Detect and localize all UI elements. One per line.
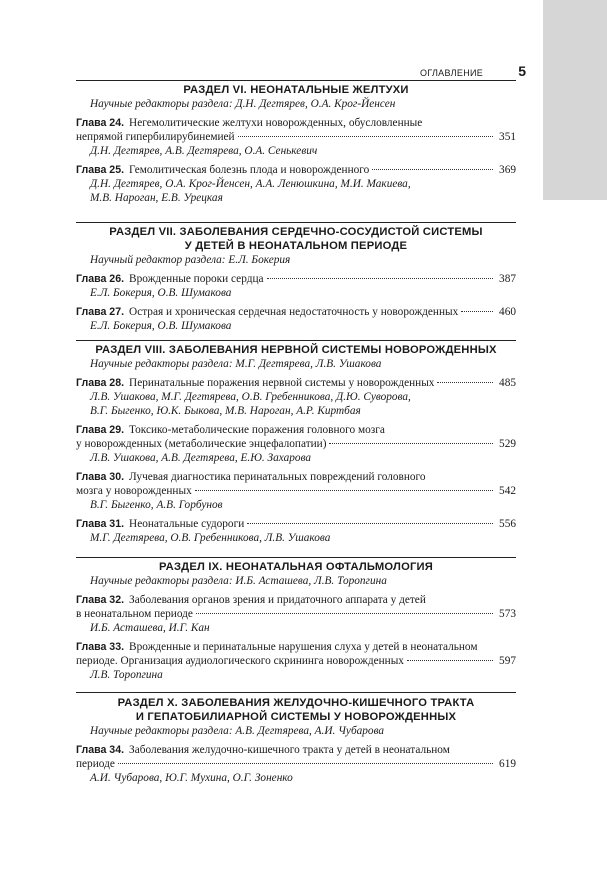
chapter-page-number: 485 — [499, 377, 516, 389]
chapter-title-line — [76, 376, 516, 390]
chapter-authors: Л.В. Ушакова, М.Г. Дегтярева, О.В. Гребенникова, Д.Ю. Суворова, — [90, 391, 411, 403]
chapter-label: Глава 28. — [76, 377, 125, 389]
chapter-page-number: 542 — [499, 485, 516, 497]
chapter-label: Глава 24. — [76, 117, 125, 129]
chapter-title: Токсико-метаболические поражения головного мозга — [129, 424, 385, 436]
section-title: У ДЕТЕЙ В НЕОНАТАЛЬНОМ ПЕРИОДЕ — [184, 240, 408, 252]
chapter-authors: М.В. Нароган, Е.В. Урецкая — [90, 192, 223, 204]
section-title: И ГЕПАТОБИЛИАРНОЙ СИСТЕМЫ У НОВОРОЖДЕННЫХ — [135, 711, 457, 723]
section-divider — [76, 222, 516, 223]
section-editors: Научный редактор раздела: Е.Л. Бокерия — [90, 254, 291, 266]
chapter-title-line — [76, 470, 516, 484]
toc-section — [76, 83, 516, 205]
chapter-label: Глава 31. — [76, 518, 125, 530]
chapter-label: Глава 27. — [76, 306, 125, 318]
dot-leader — [372, 169, 493, 170]
chapter-page-number: 556 — [499, 518, 516, 530]
side-thumb-tab — [543, 0, 607, 200]
toc-section — [76, 225, 516, 333]
chapter-title: Острая и хроническая сердечная недостаточность у новорожденных — [129, 306, 459, 318]
dot-leader — [437, 382, 493, 383]
chapter-label: Глава 25. — [76, 164, 125, 176]
chapter-authors: Л.В. Торопгина — [90, 669, 163, 681]
dot-leader — [267, 278, 493, 279]
chapter-title: Лучевая диагностика перинатальных повреждений головного — [129, 471, 426, 483]
dot-leader — [196, 613, 493, 614]
section-editors: Научные редакторы раздела: Д.Н. Дегтярев, О.А. Крог-Йенсен — [90, 98, 396, 110]
section-title: РАЗДЕЛ IX. НЕОНАТАЛЬНАЯ ОФТАЛЬМОЛОГИЯ — [158, 561, 434, 573]
chapter-title: у новорожденных (метаболические энцефалопатии) — [76, 438, 327, 450]
toc-section — [76, 696, 516, 785]
chapter-page-number: 351 — [499, 131, 516, 143]
chapter-title: Врожденные пороки сердца — [129, 273, 264, 285]
chapter-title: Заболевания органов зрения и придаточного аппарата у детей — [129, 594, 426, 606]
chapter-page-number: 573 — [499, 608, 516, 620]
chapter-title: периоде. Организация аудиологического скрининга новорожденных — [76, 655, 404, 667]
chapter-authors: Д.Н. Дегтярев, А.В. Дегтярева, О.А. Сенькевич — [90, 145, 318, 157]
section-editors: Научные редакторы раздела: М.Г. Дегтярева, Л.В. Ушакова — [90, 358, 382, 370]
chapter-title-line — [76, 654, 516, 668]
section-title: РАЗДЕЛ VII. ЗАБОЛЕВАНИЯ СЕРДЕЧНО-СОСУДИСТОЙ СИСТЕМЫ — [109, 226, 483, 238]
chapter-label: Глава 34. — [76, 744, 125, 756]
toc-section — [76, 343, 516, 545]
toc-entry[interactable] — [76, 593, 516, 635]
section-divider — [76, 557, 516, 558]
chapter-page-number: 597 — [499, 655, 516, 667]
chapter-title: Неонатальные судороги — [129, 518, 245, 530]
section-divider — [76, 340, 516, 341]
toc-entry[interactable] — [76, 470, 516, 512]
chapter-title: Заболевания желудочно-кишечного тракта у детей в неонатальном — [129, 744, 450, 756]
chapter-title: непрямой гипербилирубинемией — [76, 131, 235, 143]
chapter-label: Глава 29. — [76, 424, 125, 436]
chapter-page-number: 460 — [499, 306, 516, 318]
chapter-label: Глава 32. — [76, 594, 125, 606]
chapter-label: Глава 26. — [76, 273, 125, 285]
chapter-title-line — [76, 116, 516, 130]
chapter-title: Перинатальные поражения нервной системы у новорожденных — [129, 377, 435, 389]
toc-entry[interactable] — [76, 517, 516, 545]
chapter-label: Глава 33. — [76, 641, 125, 653]
chapter-page-number: 369 — [499, 164, 516, 176]
chapter-title: в неонатальном периоде — [76, 608, 193, 620]
dot-leader — [407, 660, 493, 661]
chapter-authors: М.Г. Дегтярева, О.В. Гребенникова, Л.В. Ушакова — [90, 532, 331, 544]
toc-entry[interactable] — [76, 640, 516, 682]
chapter-authors: Д.Н. Дегтярев, О.А. Крог-Йенсен, А.А. Ленюшкина, М.И. Макиева, — [90, 178, 411, 190]
section-editors: Научные редакторы раздела: И.Б. Асташева, Л.В. Торопгина — [90, 575, 387, 587]
section-divider — [76, 80, 516, 81]
chapter-title: мозга у новорожденных — [76, 485, 192, 497]
running-head-title: ОГЛАВЛЕНИЕ — [420, 68, 484, 78]
dot-leader — [118, 763, 493, 764]
chapter-page-number: 529 — [499, 438, 516, 450]
chapter-title-line — [76, 640, 516, 654]
chapter-label: Глава 30. — [76, 471, 125, 483]
toc-entry[interactable] — [76, 272, 516, 300]
section-title: РАЗДЕЛ X. ЗАБОЛЕВАНИЯ ЖЕЛУДОЧНО-КИШЕЧНОГО ТРАКТА — [117, 697, 475, 709]
page-number: 5 — [518, 63, 526, 79]
chapter-title: Гемолитическая болезнь плода и новорожденного — [129, 164, 370, 176]
section-title: РАЗДЕЛ VIII. ЗАБОЛЕВАНИЯ НЕРВНОЙ СИСТЕМЫ НОВОРОЖДЕННЫХ — [95, 344, 497, 356]
chapter-title-line — [76, 272, 516, 286]
toc-section — [76, 560, 516, 682]
toc-entry[interactable] — [76, 423, 516, 465]
running-head — [420, 63, 526, 79]
chapter-title-line — [76, 757, 516, 771]
chapter-authors: В.Г. Быгенко, А.В. Горбунов — [90, 499, 223, 511]
dot-leader — [247, 523, 493, 524]
chapter-authors: В.Г. Быгенко, Ю.К. Быкова, М.В. Нароган, А.Р. Киртбая — [90, 405, 361, 417]
toc-entry[interactable] — [76, 116, 516, 158]
toc-entry[interactable] — [76, 376, 516, 418]
chapter-title-line — [76, 593, 516, 607]
section-title: РАЗДЕЛ VI. НЕОНАТАЛЬНЫЕ ЖЕЛТУХИ — [183, 84, 409, 96]
chapter-title-line — [76, 743, 516, 757]
chapter-title-line — [76, 163, 516, 177]
chapter-title-line — [76, 423, 516, 437]
chapter-authors: Е.Л. Бокерия, О.В. Шумакова — [90, 320, 232, 332]
chapter-title-line — [76, 130, 516, 144]
chapter-authors: Л.В. Ушакова, А.В. Дегтярева, Е.Ю. Захарова — [90, 452, 312, 464]
chapter-title-line — [76, 437, 516, 451]
toc-entry[interactable] — [76, 743, 516, 785]
chapter-page-number: 387 — [499, 273, 516, 285]
dot-leader — [461, 311, 493, 312]
chapter-title: периоде — [76, 758, 115, 770]
section-divider — [76, 692, 516, 693]
chapter-title-line — [76, 517, 516, 531]
chapter-authors: И.Б. Асташева, И.Г. Кан — [90, 622, 210, 634]
chapter-title: Негемолитические желтухи новорожденных, обусловленные — [129, 117, 423, 129]
dot-leader — [195, 490, 493, 491]
dot-leader — [329, 443, 493, 444]
chapter-title-line — [76, 305, 516, 319]
chapter-page-number: 619 — [499, 758, 516, 770]
section-editors: Научные редакторы раздела: А.В. Дегтярева, А.И. Чубарова — [90, 725, 385, 737]
chapter-title-line — [76, 607, 516, 621]
toc-entry[interactable] — [76, 163, 516, 205]
dot-leader — [238, 136, 493, 137]
chapter-authors: Е.Л. Бокерия, О.В. Шумакова — [90, 287, 232, 299]
chapter-title-line — [76, 484, 516, 498]
toc-entry[interactable] — [76, 305, 516, 333]
chapter-title: Врожденные и перинатальные нарушения слуха у детей в неонатальном — [129, 641, 478, 653]
chapter-authors: А.И. Чубарова, Ю.Г. Мухина, О.Г. Зоненко — [90, 772, 293, 784]
